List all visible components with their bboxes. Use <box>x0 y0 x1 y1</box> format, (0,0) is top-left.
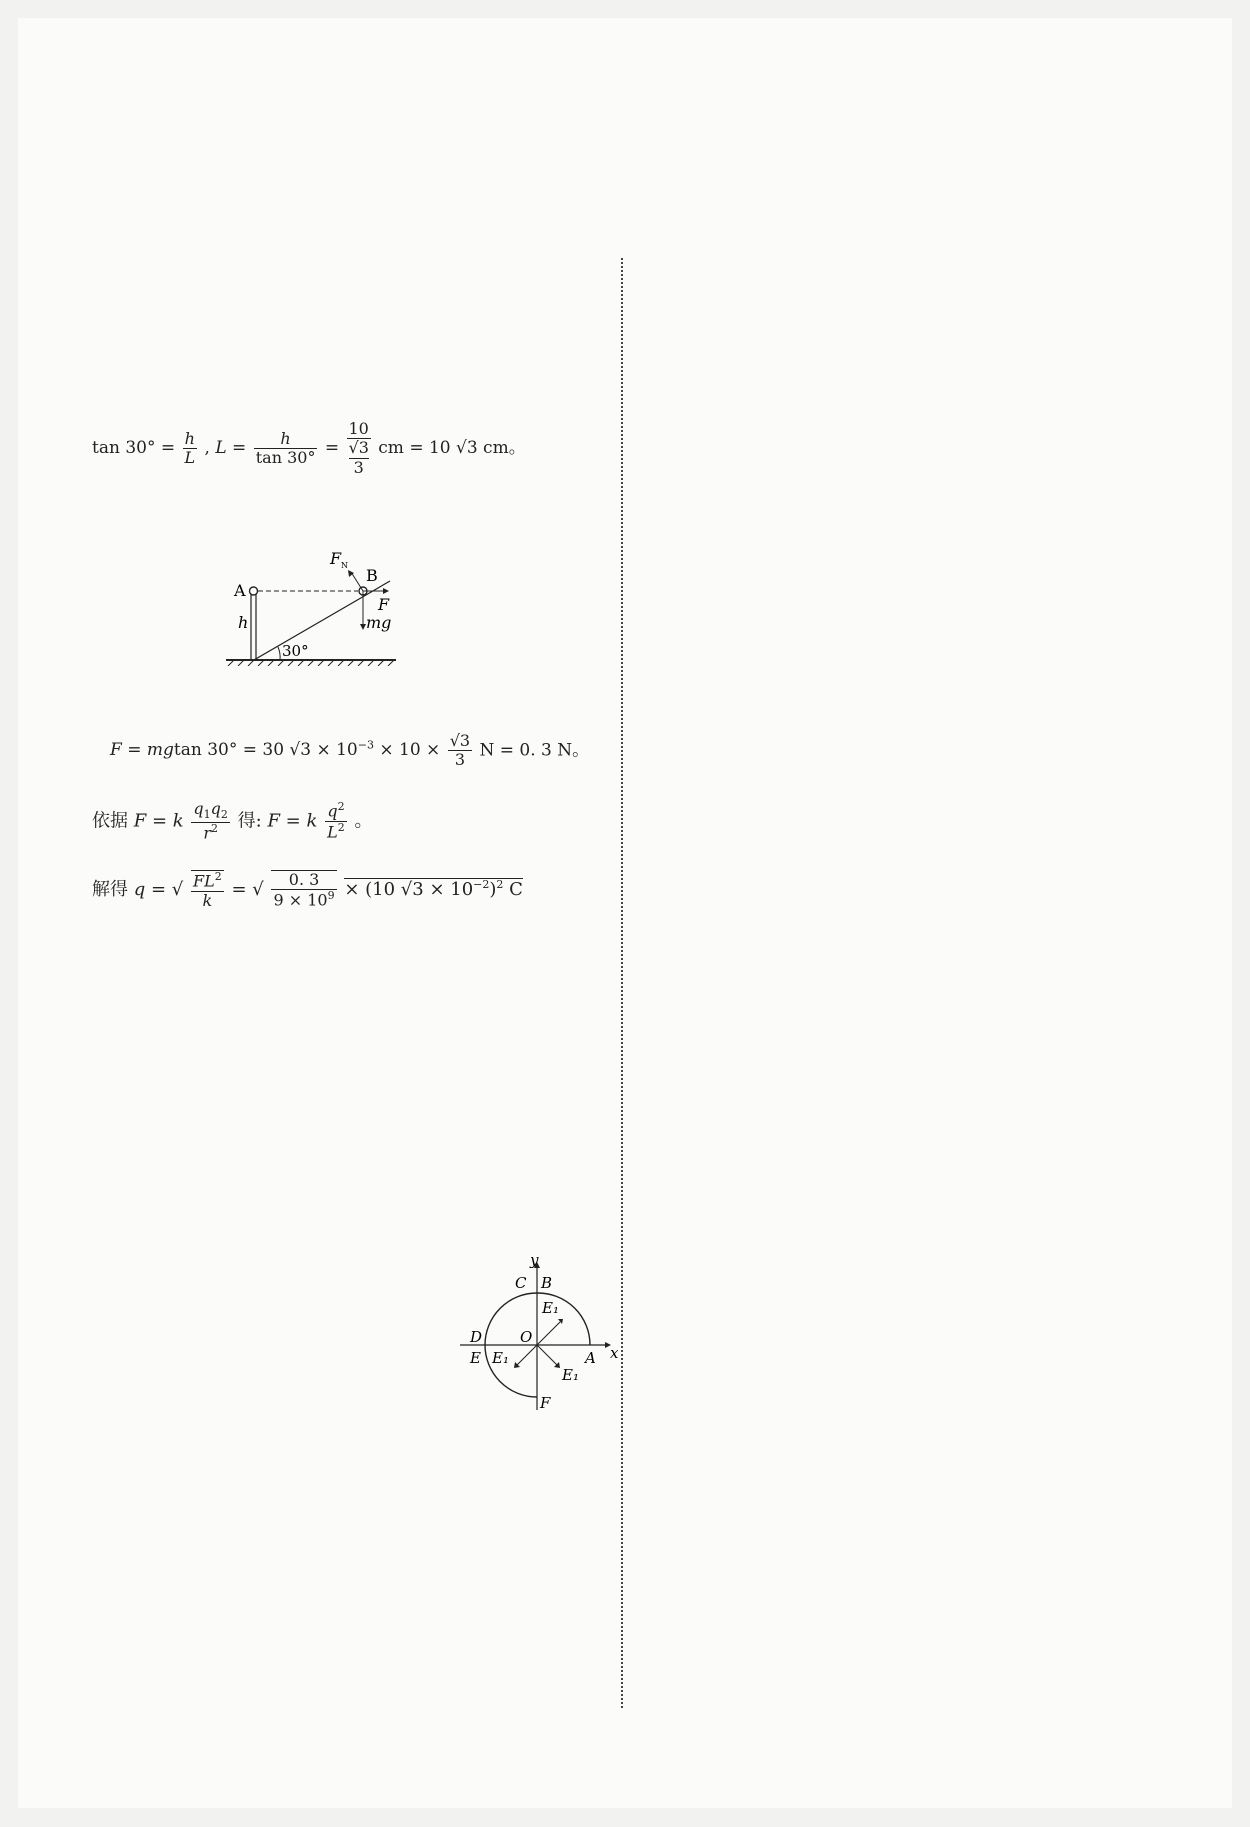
svg-text:E₁: E₁ <box>492 1349 509 1367</box>
topic1-q9-eq1: tan 30° = $\frac{h}{L}$ , L = $\frac{h}{\tan 30^\circ}$ = 10 √3 3 cm = 10 √3 cm。 <box>92 419 526 477</box>
svg-text:A: A <box>585 1349 596 1367</box>
answer-page <box>18 18 1232 1808</box>
svg-text:30°: 30° <box>282 642 309 660</box>
circle-field-diagram <box>440 1230 620 1410</box>
svg-text:E₁: E₁ <box>562 1366 579 1384</box>
svg-text:D: D <box>470 1328 483 1346</box>
svg-text:B: B <box>366 566 378 585</box>
column-divider <box>621 258 623 1708</box>
topic1-q9-eq2: F = mgtan 30° = 30 $√3 \times 10^{-3} \times 10$ × $\frac{√3}{3}$ N = 0. 3 N。 <box>110 731 590 770</box>
svg-text:F: F <box>540 1394 551 1410</box>
topic1-q9-solve: 解得 q = √ $\frac{FL^2}{k}$ = √ $\frac{0. 3}{9 \times 10^9}$ × (10 $√3 \times 10^{-2})^2$ C <box>92 870 523 910</box>
svg-text:O: O <box>520 1328 533 1346</box>
incline-force-diagram <box>218 548 398 666</box>
svg-text:y: y <box>530 1251 539 1269</box>
svg-text:h: h <box>238 613 249 632</box>
svg-text:A: A <box>234 581 246 600</box>
topic1-q9-coulomb: 依据 F = k $\frac{q_1q_2}{r^2}$ 得: F = k $\frac{q^2}{L^2}$ 。 <box>92 799 373 843</box>
svg-text:N: N <box>341 561 348 570</box>
svg-text:x: x <box>610 1344 619 1362</box>
svg-text:mg: mg <box>366 613 392 632</box>
svg-text:E: E <box>470 1349 481 1367</box>
svg-text:B: B <box>541 1274 553 1292</box>
svg-text:F: F <box>330 549 342 568</box>
svg-text:F: F <box>378 595 390 614</box>
svg-text:C: C <box>515 1274 527 1292</box>
svg-text:E₁: E₁ <box>542 1299 559 1317</box>
